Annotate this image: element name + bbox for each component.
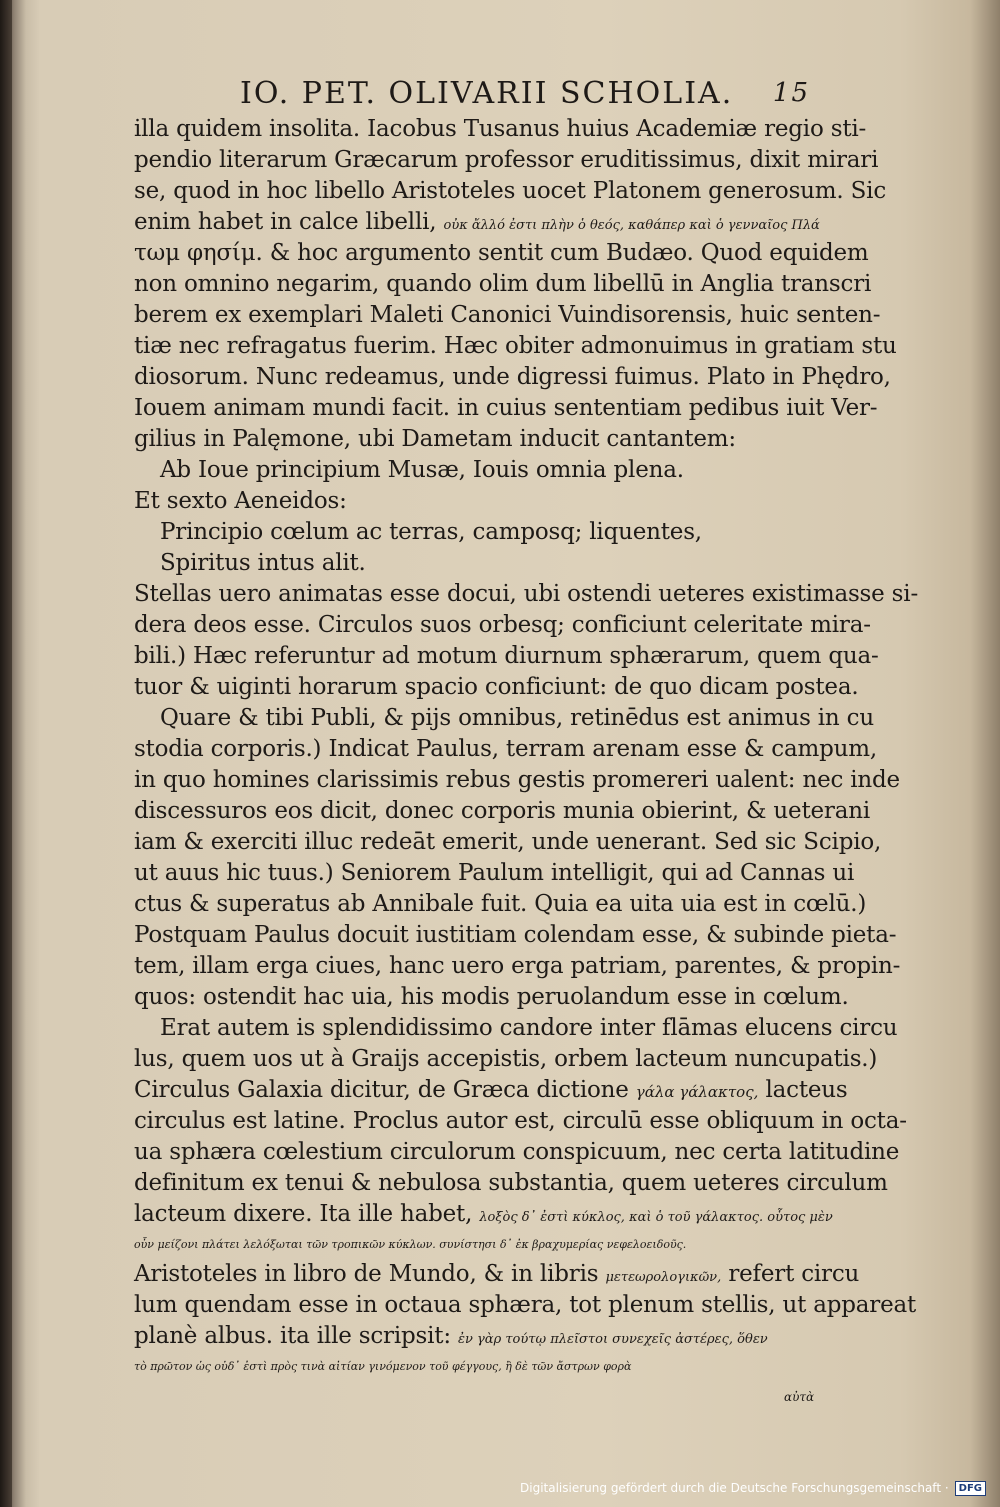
text-line: tiæ nec refragatus fuerim. Hæc obiter admonuimus in gratiam stu [134,333,897,359]
text-line: Stellas uero animatas esse docui, ubi ostendi ueteres existimasse si- [134,581,919,607]
text-line: ut auus hic tuus.) Seniorem Paulum intelligit, qui ad Cannas ui [134,860,855,886]
text-segment: lacteus [765,1077,848,1103]
text-line: gilius in Palęmone, ubi Dametam inducit cantantem: [134,426,736,452]
greek-line: οὖν μείζονι πλάτει λελόξωται τῶν τροπικῶν κύκλων. συνίστησι δ᾿ ἐκ βραχυμερίας νεφελοειδοῦς. [134,1238,687,1251]
text-line: circulus est latine. Proclus autor est, circulū esse obliquum in octa- [134,1108,907,1134]
text-segment: refert circu [728,1261,860,1287]
paragraph-start: Erat autem is splendidissimo candore inter flāmas elucens circu [160,1015,898,1041]
text-line: dera deos esse. Circulos suos orbesq; conficiunt celeritate mira- [134,612,871,638]
text-line: pendio literarum Græcarum professor eruditissimus, dixit mirari [134,147,879,173]
text-line [134,1075,848,1105]
digitization-footer [520,1477,986,1499]
text-line: stodia corporis.) Indicat Paulus, terram arenam esse & campum, [134,736,877,762]
text-line: berem ex exemplari Maleti Canonici Vuindisorensis, huic senten- [134,302,881,328]
greek-quote: λοξὸς δ᾿ ἐστὶ κύκλος, καὶ ὁ τοῦ γάλακτος. οὗτος μὲν [479,1210,833,1225]
text-line: ctus & superatus ab Annibale fuit. Quia ea uita uia est in cœlū.) [134,891,867,917]
running-head [240,70,810,120]
text-line: in quo homines clarissimis rebus gestis promereri ualent: nec inde [134,767,900,793]
text-line: discessuros eos dicit, donec corporis munia obierint, & ueterani [134,798,870,824]
text-line: Iouem animam mundi facit. in cuius sententiam pedibus iuit Ver- [134,395,878,421]
catchword: αὐτὰ [784,1390,815,1404]
book-spine-edge [0,0,12,1507]
text-line: tuor & uiginti horarum spacio conficiunt: de quo dicam postea. [134,674,859,700]
greek-quote: ἐν γὰρ τούτῳ πλεῖστοι συνεχεῖς ἀστέρες, ὅθεν [458,1332,768,1347]
text-line: Postquam Paulus docuit iustitiam colendam esse, & subinde pieta- [134,922,897,948]
verse-line: Spiritus intus alit. [160,550,366,576]
text-line: lum quendam esse in octaua sphæra, tot plenum stellis, ut appareat [134,1292,917,1318]
text-line [134,207,820,237]
text-line [134,1321,768,1351]
text-line: se, quod in hoc libello Aristoteles uocet Platonem generosum. Sic [134,178,887,204]
dfg-logo: DFG [955,1481,986,1496]
text-segment: Aristoteles in libro de Mundo, & in libris [134,1261,599,1287]
text-line: iam & exerciti illuc redeāt emerit, unde uenerant. Sed sic Scipio, [134,829,882,855]
text-segment: planè albus. ita ille scripsit: [134,1323,451,1349]
text-line: definitum ex tenui & nebulosa substantia, quem ueteres circulum [134,1170,888,1196]
text-line: bili.) Hæc referuntur ad motum diurnum sphærarum, quem qua- [134,643,879,669]
text-line: illa quidem insolita. Iacobus Tusanus huius Academiæ regio sti- [134,116,867,142]
book-page [110,70,919,1404]
footer-text: Digitalisierung gefördert durch die Deutsche Forschungsgemeinschaft · [520,1481,949,1495]
greek-line: τὸ πρῶτον ὡς οὐδ᾿ ἐστὶ πρὸς τινὰ αἰτίαν γινόμενον τοῦ φέγγους, ἢ δὲ τῶν ἄστρων φορὰ [134,1360,632,1373]
text-line: Et sexto Aeneidos: [134,488,347,514]
text-line: τωμ φησίμ. & hoc argumento sentit cum Budæo. Quod equidem [134,240,869,266]
text-line: tem, illam erga ciues, hanc uero erga patriam, parentes, & propin- [134,953,901,979]
text-segment: enim habet in calce libelli, [134,209,437,235]
verse-line: Principio cœlum ac terras, camposq; liquentes, [160,519,702,545]
text-line: lus, quem uos ut à Graijs accepistis, orbem lacteum nuncupatis.) [134,1046,878,1072]
paragraph-start: Quare & tibi Publi, & pijs omnibus, retinēdus est animus in cu [160,705,874,731]
text-line: ua sphæra cœlestium circulorum conspicuum, nec certa latitudine [134,1139,900,1165]
text-line [134,1259,859,1289]
page-number: 15 [772,78,810,108]
running-head-title: IO. PET. OLIVARII SCHOLIA. [240,76,734,111]
greek-word: μετεωρολογικῶν, [605,1270,722,1285]
text-line: non omnino negarim, quando olim dum libellū in Anglia transcri [134,271,872,297]
verse-line: Ab Ioue principium Musæ, Iouis omnia plena. [160,457,684,483]
greek-quote: οὐκ ἄλλό ἐστι πλὴν ὁ θεός, καθάπερ καὶ ὁ γενναῖος Πλά [443,218,820,233]
text-line: quos: ostendit hac uia, his modis peruolandum esse in cœlum. [134,984,849,1010]
greek-word: γάλα γάλακτος, [635,1083,759,1101]
text-line [134,1199,833,1229]
text-segment: lacteum dixere. Ita ille habet, [134,1201,473,1227]
text-line: diosorum. Nunc redeamus, unde digressi fuimus. Plato in Phędro, [134,364,891,390]
text-segment: Circulus Galaxia dicitur, de Græca dictione [134,1077,629,1103]
